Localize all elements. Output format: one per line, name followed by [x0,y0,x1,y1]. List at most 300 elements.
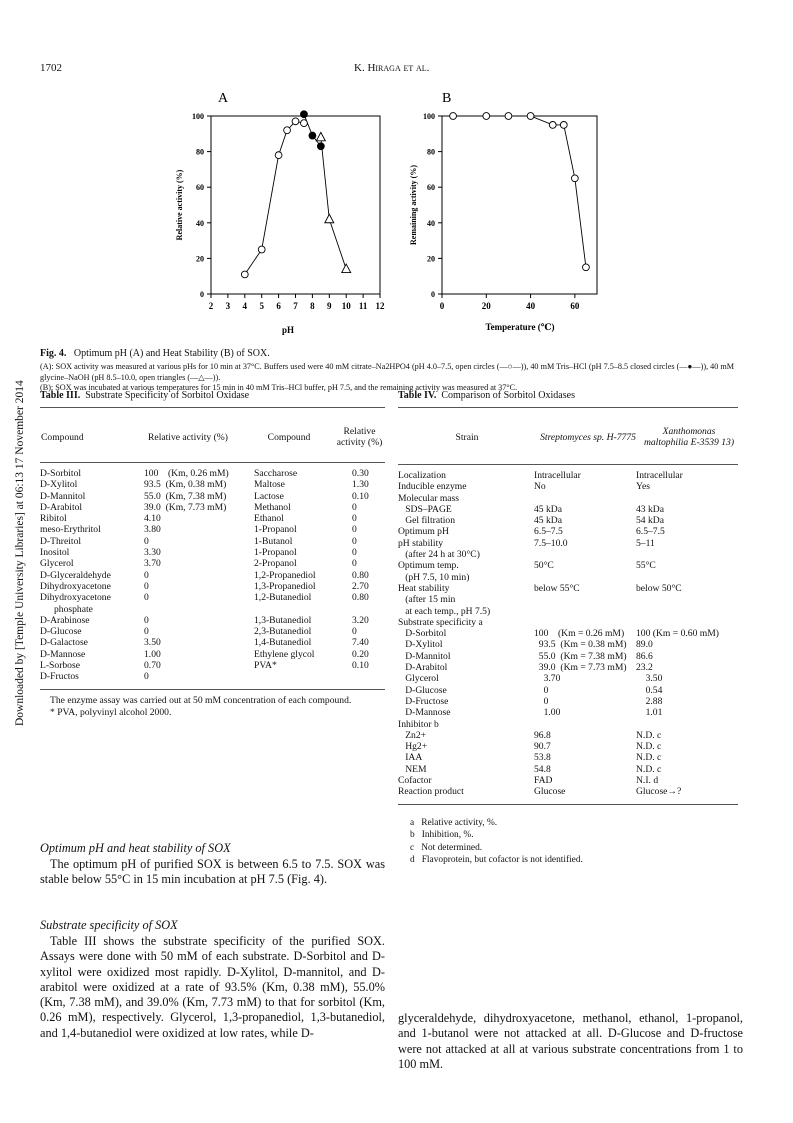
x-tick-label: 9 [327,301,332,311]
page-number: 1702 [40,62,62,74]
table-row [398,606,738,617]
table-cell: (after 24 h at 30°C) [398,549,480,561]
table-cell: Hg2+ [398,741,428,753]
table-cell [534,493,636,504]
table-cell: Glucose→? [636,786,682,798]
section-heading-optimum: Optimum pH and heat stability of SOX [40,841,231,855]
table-row [40,491,385,502]
table-row [398,707,738,718]
table-cell: 4.10 [144,513,161,525]
table-cell: Lactose [254,490,284,502]
table-row [398,594,738,605]
table-cell: PVA* [254,660,277,672]
table-cell: D-Glucose [40,626,82,638]
table-row [40,570,385,581]
table-cell: 7.5–10.0 [534,537,568,549]
table-row [398,651,738,662]
figure-panel-b [400,85,620,345]
table-cell [534,606,636,617]
table-row [398,515,738,526]
x-tick-label: 40 [526,301,536,311]
table-cell: 0 [144,671,149,683]
table-cell: pH stability [398,537,444,549]
table-cell: 89.0 [636,639,653,651]
table-row [398,538,738,549]
y-tick-label: 0 [431,290,435,299]
table-row [398,504,738,515]
table-cell: 0.54 [636,684,663,696]
table-cell: 2.88 [636,695,663,707]
x-tick-label: 10 [341,301,351,311]
table-cell: 54.8 [534,763,551,775]
table-cell: D-Arabitol [40,501,83,513]
table-cell: 3.70 [534,673,561,685]
table-cell: 0 [352,513,357,525]
table-cell: 43 kDa [636,503,664,515]
table-row [40,479,385,490]
table-row [40,604,385,615]
table-iv-header: Xanthomonas maltophilia E-3539 13) [643,426,735,448]
table-cell: 86.6 [636,650,653,662]
table-cell: 39.0 (Km = 7.73 mM) [534,662,627,674]
table-cell: 0 [534,695,549,707]
table-cell: Ethylene glycol [254,648,315,660]
data-point-open [571,175,578,182]
table-cell [342,671,385,682]
table-cell: 5–11 [636,537,655,549]
table-cell [636,493,738,504]
table-cell: 55°C [636,560,656,572]
x-tick-label: 6 [276,301,281,311]
table-row [398,662,738,673]
table-cell: Cofactor [398,775,432,787]
table-cell: 23.2 [636,662,653,674]
table-cell: N.D. c [636,741,662,753]
table-row [398,752,738,763]
table-cell: D-Glucose [398,684,447,696]
table-cell: L-Sorbose [40,660,80,672]
table-cell: below 50°C [636,582,682,594]
table-cell: below 55°C [534,582,580,594]
table-cell: 1,4-Butanediol [254,637,312,649]
table-cell: D-Glyceraldehyde [40,569,111,581]
table-cell: 1-Propanol [254,524,297,536]
table-iii-note: * PVA, polyvinyl alcohol 2000. [50,706,172,718]
table-row [40,660,385,671]
table-row [398,741,738,752]
table-cell: 1,2-Propanediol [254,569,316,581]
x-tick-label: 20 [481,301,491,311]
table-iii-header: Relative activity (%) [148,431,228,443]
table-cell: 0.20 [352,648,369,660]
data-point-open [450,113,457,120]
x-tick-label: 60 [570,301,580,311]
table-row [40,671,385,682]
table-iii-header: Relative activity (%) [336,426,383,448]
table-cell: Inducible enzyme [398,481,467,493]
table-iii-title: Substrate Specificity of Sorbitol Oxidase [85,390,250,401]
section-body-continued: glyceraldehyde, dihydroxyacetone, methanol, ethanol, 1-propanol, and 1-butanol were not attacked at all. D-Glucose and D-fructose were not attacked at all at various substrate concentrations from 1 to 100 mM. [398,1011,743,1071]
table-cell: 1.00 [534,707,561,719]
y-tick-label: 60 [196,183,204,193]
section-body-substrate: Table III shows the substrate specificity of the purified SOX. Assays were done with 50 mM of each substrate. D-Sorbitol and D-xylitol were oxidized most rapidly. D-Xylitol, D-mannitol, and D-arabitol were oxidized at a rate of 93.5% (Km, 0.38 mM), 55.0% (Km, 7.38 mM), and 39.0% (Km, 7.73 mM) to that for sorbitol (Km, 0.26 mM), respectively. Glycerol, 1,3-propanediol, 1,3-butanediol, and 1,4-butanediol were oxidized at low rates, while D- [40,934,385,1040]
table-cell: Molecular mass [398,492,460,504]
panel-b-xlabel: Temperature (℃) [485,322,555,332]
data-point-closed [309,132,316,139]
table-row [398,719,738,730]
table-cell [636,594,738,605]
table-cell [534,719,636,730]
table-cell [636,606,738,617]
table-cell: 1.30 [352,479,369,491]
table-iv-footnote: a Relative activity, %. [410,817,498,828]
table-row [40,615,385,626]
table-cell: 45 kDa [534,515,562,527]
table-cell: 0.80 [352,569,369,581]
table-cell: D-Mannose [398,707,451,719]
table-iv-footnote: d Flavoprotein, but cofactor is not identified. [410,855,583,866]
table-cell: 2-Propanol [254,558,297,570]
table-cell: 96.8 [534,729,551,741]
table-cell: FAD [534,775,553,787]
table-cell: N.D. c [636,729,662,741]
series-line [245,121,304,274]
figure-caption-b: (B): SOX was incubated at various temperatures for 15 min in 40 mM Tris–HCl buffer, pH 7.5, and the remaining activity was measured at 37°C. [40,383,518,392]
table-row [398,673,738,684]
table-cell: phosphate [54,603,93,615]
series-line [453,116,586,267]
table-cell: Maltose [254,479,285,491]
table-cell: 55.0 (Km, 7.38 mM) [144,490,227,502]
table-cell: Methanol [254,501,291,513]
table-cell: D-Arabitol [398,662,448,674]
table-iv-title: Comparison of Sorbitol Oxidases [441,390,575,401]
table-cell: Glycerol [40,558,74,570]
table-iii-number: Table III. [40,390,81,401]
table-cell: 1-Butanol [254,535,293,547]
x-tick-label: 8 [310,301,315,311]
data-point-triangle [342,264,351,273]
x-tick-label: 12 [375,301,385,311]
data-point-open [505,113,512,120]
y-tick-label: 40 [427,218,435,228]
data-point-open [527,113,534,120]
table-cell: 2.70 [352,580,369,592]
table-row [40,637,385,648]
table-row [40,649,385,660]
table-cell [534,549,636,560]
table-cell: 100 (Km, 0.26 mM) [144,468,229,479]
table-row [40,558,385,569]
table-cell [342,604,385,615]
table-cell: D-Galactose [40,637,88,649]
table-cell: Yes [636,481,650,493]
table-cell: D-Threitol [40,535,82,547]
x-tick-label: 3 [225,301,231,311]
table-cell: N.D. c [636,763,662,775]
table-iv-footnote: b Inhibition, %. [410,830,474,841]
table-cell: 55.0 (Km = 7.38 mM) [534,650,627,662]
table-cell: D-Mannose [40,648,86,660]
table-cell: Intracellular [534,470,581,481]
table-cell: Inhibitor b [398,718,439,730]
y-tick-label: 100 [423,112,435,121]
table-cell: 100 (Km = 0.26 mM) [534,628,625,640]
table-cell: 0 [352,626,357,638]
section-body-optimum: The optimum pH of purified SOX is between 6.5 to 7.5. SOX was stable below 55°C in 15 min incubation at pH 7.5 (Fig. 4). [40,857,385,887]
table-row [40,581,385,592]
table-cell: Optimum temp. [398,560,459,572]
table-cell: Substrate specificity a [398,616,483,628]
table-cell [254,604,342,615]
table-cell: 3.80 [144,524,161,536]
table-cell: D-Mannitol [398,650,451,662]
table-row [398,696,738,707]
data-point-open [549,122,556,129]
table-cell: (after 15 min [398,594,456,606]
y-tick-label: 20 [196,254,204,264]
table-cell: 0 [144,535,149,547]
table-cell: 53.8 [534,752,551,764]
table-row [40,524,385,535]
table-cell: D-Sorbitol [398,628,447,640]
table-cell: No [534,481,546,493]
series-line [304,114,321,146]
data-point-open [258,246,265,253]
panel-b-ylabel: Remaining activity (%) [409,165,418,245]
x-tick-label: 7 [293,301,298,311]
table-cell: 1.01 [636,707,663,719]
table-cell: Ethanol [254,513,284,525]
table-cell: Localization [398,470,446,481]
data-point-open [560,122,567,129]
table-cell: 0 [352,558,357,570]
table-cell: Gel filtration [398,515,456,527]
table-cell [254,671,342,682]
panel-a-ylabel: Relative activity (%) [175,169,184,241]
table-cell: D-Sorbitol [40,468,82,479]
table-cell: at each temp., pH 7.5) [398,605,491,617]
table-cell: D-Arabinose [40,614,90,626]
table-row [40,502,385,513]
table-cell: N.D. c [636,752,662,764]
table-row [398,685,738,696]
y-tick-label: 0 [200,290,204,299]
table-cell: 0 [144,569,149,581]
table-row [398,526,738,537]
x-tick-label: 11 [358,301,368,311]
table-cell [144,604,254,615]
table-cell: D-Fructose [398,695,449,707]
data-point-triangle [325,214,334,223]
table-cell: 0.10 [352,490,369,502]
panel-b-frame [442,116,597,294]
table-row [398,628,738,639]
table-cell [534,594,636,605]
table-cell: NEM [398,763,427,775]
table-cell: 93.5 (Km, 0.38 mM) [144,479,227,491]
table-cell: 0 [144,580,149,592]
table-cell: Glucose [534,786,566,798]
table-cell: 1,3-Propanediol [254,580,316,592]
table-iv-header: Streptomyces sp. H-7775 [540,431,636,443]
table-cell: 0 [144,614,149,626]
table-row [398,560,738,571]
table-cell: Ribitol [40,513,67,525]
table-cell: 3.70 [144,558,161,570]
table-cell: D-Fructos [40,671,79,683]
table-cell: D-Xylitol [40,479,78,491]
table-iii-header: Compound [267,431,311,443]
table-row [40,592,385,603]
table-cell: Saccharose [254,468,298,479]
table-cell: (pH 7.5, 10 min) [398,571,470,583]
table-cell [636,719,738,730]
table-cell: 6.5–7.5 [636,526,665,538]
y-tick-label: 60 [427,183,435,193]
table-cell: 7.40 [352,637,369,649]
data-point-open [301,120,308,127]
table-cell: Optimum pH [398,526,449,538]
table-cell [636,549,738,560]
panel-a-xlabel: pH [281,325,295,335]
table-cell: 0.70 [144,660,161,672]
table-cell: 1,3-Butanediol [254,614,312,626]
table-cell: 39.0 (Km, 7.73 mM) [144,501,227,513]
y-tick-label: 20 [427,254,435,264]
panel-b-label: B [442,91,452,106]
table-cell: 0 [144,626,149,638]
x-tick-label: 0 [439,301,445,311]
table-cell [534,572,636,583]
table-cell: 1-Propanol [254,547,297,559]
table-cell: 0 [534,684,549,696]
table-iv [398,390,738,867]
data-point-closed [317,143,324,150]
table-cell: Intracellular [636,470,683,481]
table-cell: Inositol [40,547,70,559]
table-cell: 100 (Km = 0.60 mM) [636,628,719,640]
table-cell: 0 [352,535,357,547]
table-cell: meso-Erythritol [40,524,101,536]
panel-a-frame [211,116,380,294]
table-cell: 45 kDa [534,503,562,515]
series-line [321,137,346,269]
table-cell: Reaction product [398,786,464,798]
x-tick-label: 2 [208,301,214,311]
data-point-open [284,127,291,134]
table-cell: 1.00 [144,648,161,660]
figure-caption-a: (A): SOX activity was measured at various pHs for 10 min at 37°C. Buffers used were 40 mM citrate–Na2HPO4 (pH 4.0–7.5, open circles (—○—)), 40 mM Tris–HCl (pH 7.5–8.5 closed circles (—●—)), 40 mM glycine–NaOH (pH 8.5–10.0, open triangles (—△—)). [40,362,735,382]
table-iii [40,390,385,719]
table-cell [636,572,738,583]
table-cell: 3.50 [144,637,161,649]
table-row [398,617,738,628]
table-row [398,470,738,481]
table-cell: 3.20 [352,614,369,626]
table-cell: D-Xylitol [398,639,443,651]
table-cell: IAA [398,752,423,764]
table-cell: Dihydroxyacetone [40,592,111,604]
table-cell: 0.10 [352,660,369,672]
x-tick-label: 4 [242,301,248,311]
table-cell: 0 [352,547,357,559]
y-tick-label: 80 [196,147,204,157]
table-cell: Dihydroxyacetone [40,580,111,592]
section-heading-substrate: Substrate specificity of SOX [40,918,178,932]
table-iii-note: The enzyme assay was carried out at 50 mM concentration of each compound. [50,694,352,706]
table-row [398,493,738,504]
table-cell: 2,3-Butanediol [254,626,312,638]
table-cell: Glycerol [398,673,439,685]
table-cell: 3.50 [636,673,663,685]
table-row [40,536,385,547]
table-row [398,549,738,560]
table-cell: 1,2-Butanediol [254,592,312,604]
table-iv-header: Strain [455,431,479,443]
y-tick-label: 100 [192,112,204,121]
table-row [40,547,385,558]
table-row [398,481,738,492]
x-tick-label: 5 [259,301,264,311]
table-iv-footnote: c Not determined. [410,842,483,853]
data-point-closed [301,111,308,118]
table-row [398,764,738,775]
download-watermark: Downloaded by [Temple University Libraries] at 06:13 17 November 2014 [14,380,26,726]
table-cell: 54 kDa [636,515,664,527]
table-cell: 50°C [534,560,554,572]
table-iii-header: Compound [41,431,84,443]
table-row [398,583,738,594]
table-cell: 90.7 [534,741,551,753]
table-cell: 0 [352,501,357,513]
table-cell: 6.5–7.5 [534,526,563,538]
table-row [398,786,738,797]
table-iv-number: Table IV. [398,390,437,401]
y-tick-label: 80 [427,147,435,157]
table-cell: N.I. d [636,775,659,787]
table-row [40,513,385,524]
data-point-open [275,152,282,159]
table-cell: 93.5 (Km = 0.38 mM) [534,639,627,651]
figure-caption-number: Fig. 4. [40,348,67,359]
table-row [398,639,738,650]
table-cell [636,617,738,628]
table-cell: 0.80 [352,592,369,604]
table-cell: Heat stability [398,582,450,594]
data-point-open [483,113,490,120]
table-row [40,626,385,637]
panel-a-label: A [218,91,229,106]
table-cell: Zn2+ [398,729,427,741]
figure-panel-a [160,85,400,345]
table-row [398,572,738,583]
y-tick-label: 40 [196,218,204,228]
table-cell: 0 [352,524,357,536]
figure-caption-title: Optimum pH (A) and Heat Stability (B) of SOX. [73,348,270,359]
data-point-triangle [316,132,325,141]
figure-caption [40,348,755,360]
data-point-open [292,118,299,125]
data-point-open [241,271,248,278]
table-row [398,730,738,741]
table-cell [534,617,636,628]
table-cell: 3.30 [144,547,161,559]
table-cell: SDS–PAGE [398,503,452,515]
table-cell: D-Mannitol [40,490,86,502]
table-row [40,468,385,479]
data-point-open [583,264,590,271]
